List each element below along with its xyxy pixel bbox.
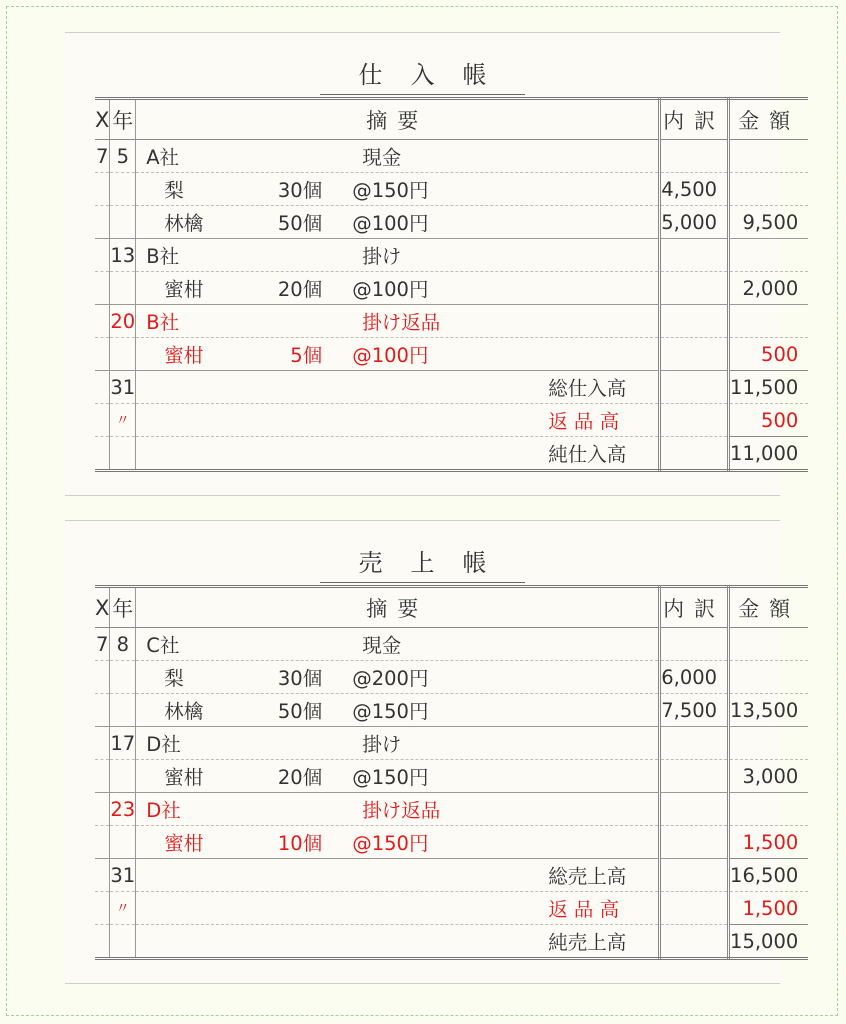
month-cell xyxy=(95,206,110,239)
item-quantity: 30個 xyxy=(277,179,323,202)
unit-price: @150円 xyxy=(352,179,429,202)
title-char: 帳 xyxy=(462,61,487,89)
breakdown-cell xyxy=(660,793,729,826)
entry-note: 現金 xyxy=(362,634,402,657)
description-cell xyxy=(136,338,660,371)
description-cell xyxy=(136,140,660,173)
ledger-title xyxy=(320,55,525,95)
breakdown-cell xyxy=(660,140,729,173)
ledger-table xyxy=(95,97,808,472)
ledger-title xyxy=(320,543,525,583)
breakdown-cell xyxy=(660,628,729,661)
breakdown-cell: 7,500 xyxy=(660,694,729,727)
amount-cell: 13,500 xyxy=(729,694,809,727)
ledger-table xyxy=(95,585,808,960)
day-cell xyxy=(110,694,136,727)
entry-note: 総売上高 xyxy=(548,865,627,888)
month-cell xyxy=(95,173,110,206)
day-cell: 〃 xyxy=(110,404,136,437)
breakdown-cell xyxy=(660,925,729,959)
description-cell xyxy=(136,925,660,959)
month-cell xyxy=(95,760,110,793)
day-cell xyxy=(110,206,136,239)
unit-price: @150円 xyxy=(352,832,429,855)
month-cell xyxy=(95,793,110,826)
header-date-x: X xyxy=(95,587,110,628)
party-name: B社 xyxy=(146,245,180,268)
day-cell xyxy=(110,272,136,305)
description-cell xyxy=(136,760,660,793)
breakdown-cell: 4,500 xyxy=(660,173,729,206)
month-cell xyxy=(95,892,110,925)
unit-price: @150円 xyxy=(352,766,429,789)
day-cell: 5 xyxy=(110,140,136,173)
breakdown-cell xyxy=(660,404,729,437)
item-name: 蜜柑 xyxy=(164,344,204,367)
day-cell: 31 xyxy=(110,859,136,892)
item-quantity: 20個 xyxy=(277,766,323,789)
description-cell xyxy=(136,239,660,272)
ledger-row xyxy=(95,694,808,727)
ledger-row xyxy=(95,140,808,173)
amount-cell xyxy=(729,628,809,661)
header-description: 摘要 xyxy=(136,587,660,628)
month-cell: 7 xyxy=(95,140,110,173)
description-cell xyxy=(136,437,660,471)
title-char: 帳 xyxy=(462,549,487,577)
description-cell xyxy=(136,173,660,206)
entry-note: 現金 xyxy=(362,146,402,169)
item-name: 林檎 xyxy=(164,212,204,235)
breakdown-cell: 5,000 xyxy=(660,206,729,239)
ledger-row xyxy=(95,206,808,239)
ledger-row xyxy=(95,404,808,437)
month-cell xyxy=(95,859,110,892)
header-breakdown: 内訳 xyxy=(660,587,729,628)
entry-note: 返 品 高 xyxy=(548,410,620,433)
party-name: C社 xyxy=(146,634,180,657)
amount-cell: 9,500 xyxy=(729,206,809,239)
amount-cell: 500 xyxy=(729,338,809,371)
unit-price: @150円 xyxy=(352,700,429,723)
ledger-row xyxy=(95,371,808,404)
day-cell xyxy=(110,661,136,694)
amount-cell: 3,000 xyxy=(729,760,809,793)
header-amount: 金額 xyxy=(729,587,809,628)
entry-note: 掛け返品 xyxy=(362,311,441,334)
month-cell: 7 xyxy=(95,628,110,661)
ledger-row xyxy=(95,628,808,661)
month-cell xyxy=(95,694,110,727)
header-date-year: 年 xyxy=(110,99,136,140)
item-name: 林檎 xyxy=(164,700,204,723)
description-cell xyxy=(136,793,660,826)
description-cell xyxy=(136,892,660,925)
ledger-row xyxy=(95,859,808,892)
description-cell xyxy=(136,371,660,404)
breakdown-cell xyxy=(660,727,729,760)
breakdown-cell xyxy=(660,859,729,892)
amount-cell xyxy=(729,140,809,173)
description-cell xyxy=(136,661,660,694)
description-cell xyxy=(136,272,660,305)
month-cell xyxy=(95,305,110,338)
entry-note: 掛け xyxy=(362,245,402,268)
breakdown-cell xyxy=(660,305,729,338)
description-cell xyxy=(136,694,660,727)
ledger-row xyxy=(95,437,808,471)
amount-cell xyxy=(729,305,809,338)
breakdown-cell xyxy=(660,338,729,371)
header-breakdown: 内訳 xyxy=(660,99,729,140)
unit-price: @200円 xyxy=(352,667,429,690)
breakdown-cell xyxy=(660,371,729,404)
amount-cell: 1,500 xyxy=(729,826,809,859)
amount-cell xyxy=(729,239,809,272)
day-cell: 17 xyxy=(110,727,136,760)
header-row xyxy=(95,99,808,140)
entry-note: 総仕入高 xyxy=(548,377,627,400)
ledger-row xyxy=(95,793,808,826)
party-name: D社 xyxy=(146,799,181,822)
party-name: D社 xyxy=(146,733,181,756)
header-amount: 金額 xyxy=(729,99,809,140)
day-cell: 〃 xyxy=(110,892,136,925)
month-cell xyxy=(95,404,110,437)
month-cell xyxy=(95,371,110,404)
item-name: 蜜柑 xyxy=(164,766,204,789)
amount-cell xyxy=(729,727,809,760)
month-cell xyxy=(95,826,110,859)
ledger-row xyxy=(95,173,808,206)
month-cell xyxy=(95,925,110,959)
day-cell: 13 xyxy=(110,239,136,272)
entry-note: 純仕入高 xyxy=(548,443,627,466)
description-cell xyxy=(136,404,660,437)
breakdown-cell: 6,000 xyxy=(660,661,729,694)
item-name: 蜜柑 xyxy=(164,832,204,855)
title-char: 売 xyxy=(358,549,383,577)
day-cell: 23 xyxy=(110,793,136,826)
item-quantity: 50個 xyxy=(277,700,323,723)
ledger-row xyxy=(95,925,808,959)
description-cell xyxy=(136,859,660,892)
month-cell xyxy=(95,338,110,371)
unit-price: @100円 xyxy=(352,278,429,301)
amount-cell: 500 xyxy=(729,404,809,437)
month-cell xyxy=(95,272,110,305)
item-quantity: 5個 xyxy=(290,344,323,367)
item-name: 梨 xyxy=(164,667,184,690)
month-cell xyxy=(95,239,110,272)
day-cell xyxy=(110,826,136,859)
amount-cell: 11,500 xyxy=(729,371,809,404)
item-name: 蜜柑 xyxy=(164,278,204,301)
breakdown-cell xyxy=(660,826,729,859)
day-cell xyxy=(110,173,136,206)
day-cell xyxy=(110,760,136,793)
day-cell xyxy=(110,437,136,471)
ledger-row xyxy=(95,892,808,925)
header-date-year: 年 xyxy=(110,587,136,628)
item-quantity: 30個 xyxy=(277,667,323,690)
day-cell xyxy=(110,925,136,959)
ledger-row xyxy=(95,760,808,793)
item-name: 梨 xyxy=(164,179,184,202)
breakdown-cell xyxy=(660,239,729,272)
entry-note: 返 品 高 xyxy=(548,898,620,921)
party-name: B社 xyxy=(146,311,180,334)
amount-cell: 1,500 xyxy=(729,892,809,925)
description-cell xyxy=(136,727,660,760)
sales-journal-panel xyxy=(65,520,801,984)
month-cell xyxy=(95,727,110,760)
ledger-row xyxy=(95,305,808,338)
description-cell xyxy=(136,628,660,661)
day-cell: 8 xyxy=(110,628,136,661)
item-quantity: 50個 xyxy=(277,212,323,235)
day-cell: 20 xyxy=(110,305,136,338)
party-name: A社 xyxy=(146,146,180,169)
description-cell xyxy=(136,206,660,239)
amount-cell xyxy=(729,793,809,826)
ledger-row xyxy=(95,272,808,305)
unit-price: @100円 xyxy=(352,344,429,367)
header-date-x: X xyxy=(95,99,110,140)
breakdown-cell xyxy=(660,760,729,793)
amount-cell: 16,500 xyxy=(729,859,809,892)
ledger-row xyxy=(95,727,808,760)
breakdown-cell xyxy=(660,272,729,305)
purchase-journal-panel xyxy=(65,32,801,496)
amount-cell: 11,000 xyxy=(729,437,809,471)
day-cell xyxy=(110,338,136,371)
entry-note: 掛け返品 xyxy=(362,799,441,822)
ledger-row xyxy=(95,239,808,272)
day-cell: 31 xyxy=(110,371,136,404)
month-cell xyxy=(95,437,110,471)
header-row xyxy=(95,587,808,628)
unit-price: @100円 xyxy=(352,212,429,235)
title-char: 仕 xyxy=(358,61,383,89)
entry-note: 純売上高 xyxy=(548,931,627,954)
amount-cell: 2,000 xyxy=(729,272,809,305)
item-quantity: 20個 xyxy=(277,278,323,301)
ledger-row xyxy=(95,826,808,859)
title-char: 入 xyxy=(410,61,435,89)
amount-cell xyxy=(729,173,809,206)
ledger-row xyxy=(95,661,808,694)
amount-cell xyxy=(729,661,809,694)
title-char: 上 xyxy=(410,549,435,577)
breakdown-cell xyxy=(660,892,729,925)
description-cell xyxy=(136,305,660,338)
item-quantity: 10個 xyxy=(277,832,323,855)
breakdown-cell xyxy=(660,437,729,471)
ledger-row xyxy=(95,338,808,371)
entry-note: 掛け xyxy=(362,733,402,756)
description-cell xyxy=(136,826,660,859)
month-cell xyxy=(95,661,110,694)
header-description: 摘要 xyxy=(136,99,660,140)
amount-cell: 15,000 xyxy=(729,925,809,959)
